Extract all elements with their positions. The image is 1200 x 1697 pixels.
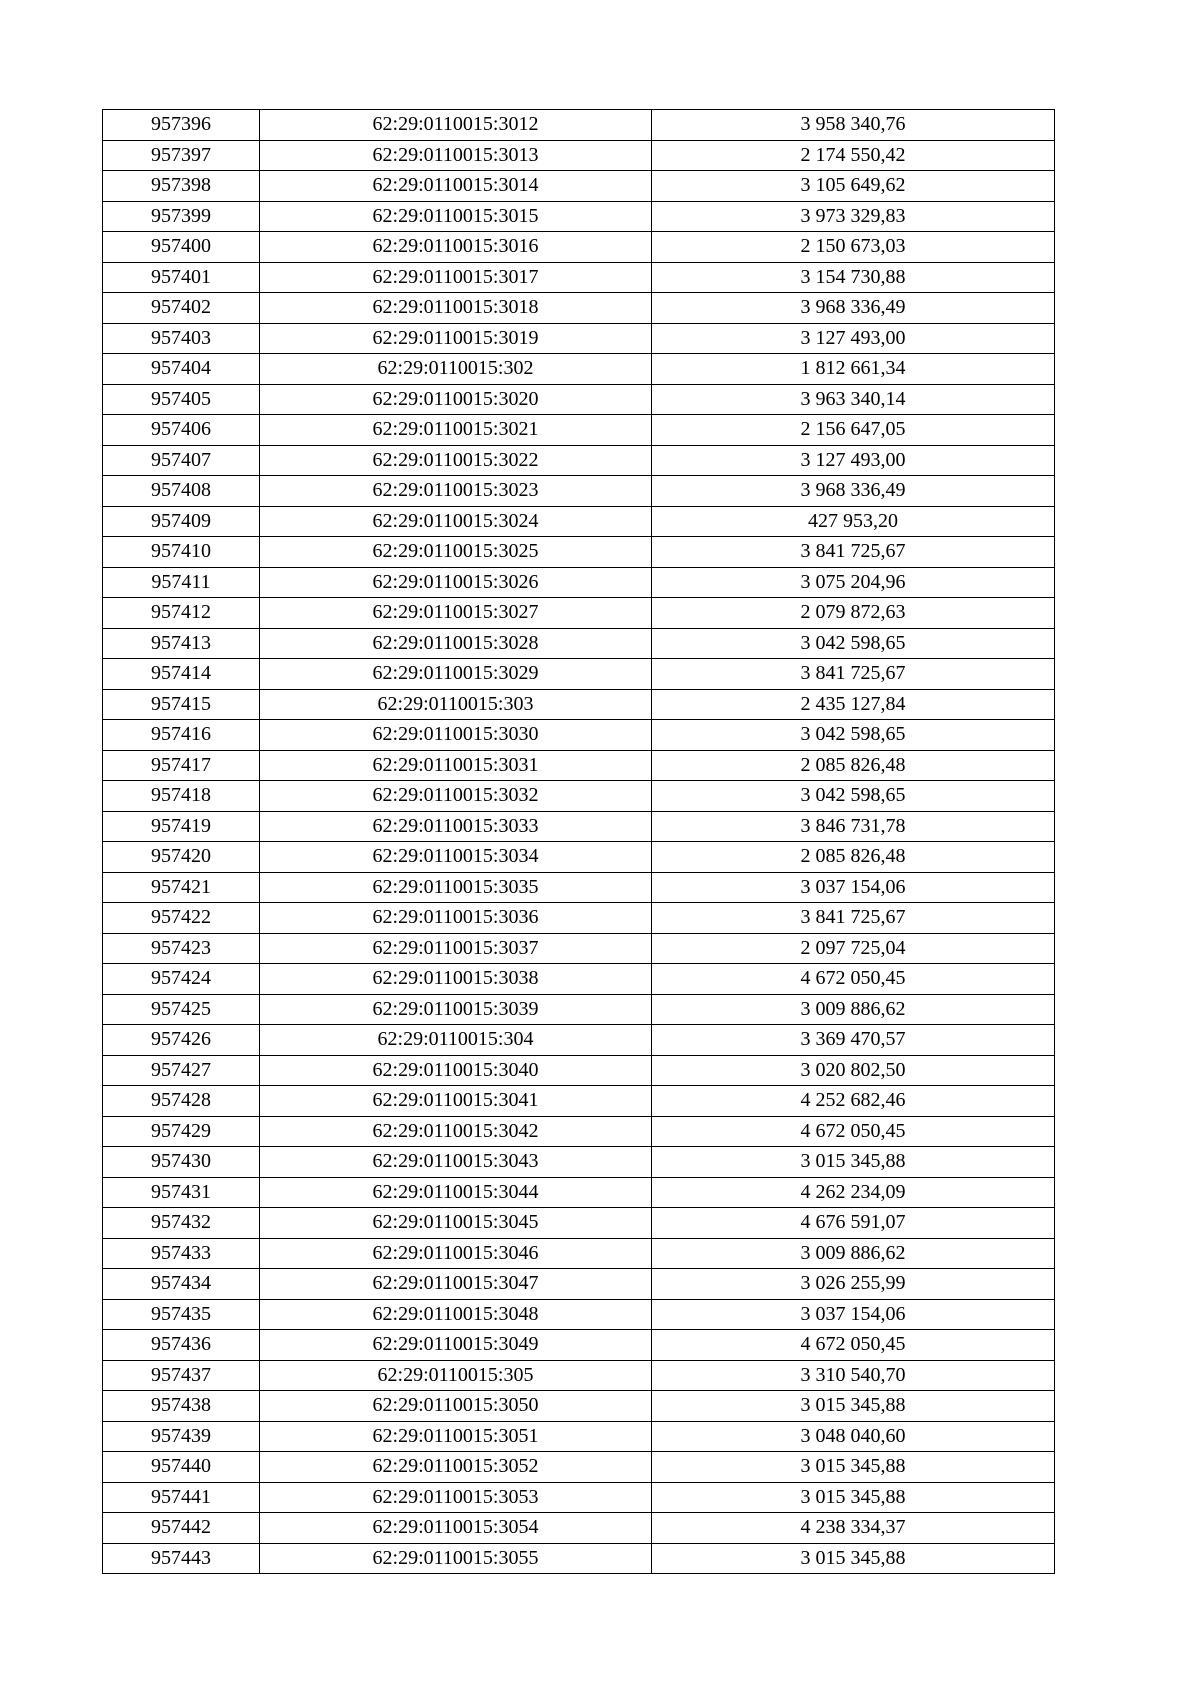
table-row: [103, 659, 1055, 690]
row-number-cell: 957430: [103, 1147, 260, 1178]
cadastral-value-cell: 3 075 204,96: [652, 567, 1055, 598]
row-number-cell: 957421: [103, 872, 260, 903]
table-row: [103, 1299, 1055, 1330]
table-row: [103, 384, 1055, 415]
table-row: [103, 842, 1055, 873]
row-number-cell: 957443: [103, 1543, 260, 1574]
table-row: [103, 1116, 1055, 1147]
cadastral-value-cell: 3 958 340,76: [652, 110, 1055, 141]
row-number-cell: 957429: [103, 1116, 260, 1147]
cadastral-value-cell: 3 154 730,88: [652, 262, 1055, 293]
cadastral-value-cell: 3 846 731,78: [652, 811, 1055, 842]
cadastral-number-cell: 62:29:0110015:3029: [260, 659, 652, 690]
table-row: [103, 781, 1055, 812]
cadastral-number-cell: 62:29:0110015:3053: [260, 1482, 652, 1513]
cadastral-value-cell: 4 262 234,09: [652, 1177, 1055, 1208]
row-number-cell: 957427: [103, 1055, 260, 1086]
table-row: [103, 354, 1055, 385]
cadastral-value-cell: 3 009 886,62: [652, 994, 1055, 1025]
row-number-cell: 957419: [103, 811, 260, 842]
row-number-cell: 957420: [103, 842, 260, 873]
row-number-cell: 957413: [103, 628, 260, 659]
row-number-cell: 957433: [103, 1238, 260, 1269]
cadastral-value-cell: 3 042 598,65: [652, 628, 1055, 659]
cadastral-value-cell: 3 841 725,67: [652, 659, 1055, 690]
table-row: [103, 445, 1055, 476]
row-number-cell: 957411: [103, 567, 260, 598]
cadastral-number-cell: 62:29:0110015:3027: [260, 598, 652, 629]
cadastral-value-cell: 427 953,20: [652, 506, 1055, 537]
row-number-cell: 957422: [103, 903, 260, 934]
row-number-cell: 957428: [103, 1086, 260, 1117]
cadastral-number-cell: 62:29:0110015:304: [260, 1025, 652, 1056]
table-row: [103, 1543, 1055, 1574]
cadastral-number-cell: 62:29:0110015:3018: [260, 293, 652, 324]
row-number-cell: 957423: [103, 933, 260, 964]
cadastral-value-cell: 3 026 255,99: [652, 1269, 1055, 1300]
cadastral-value-cell: 4 252 682,46: [652, 1086, 1055, 1117]
table-row: [103, 1177, 1055, 1208]
cadastral-number-cell: 62:29:0110015:3014: [260, 171, 652, 202]
table-row: [103, 1269, 1055, 1300]
cadastral-value-cell: 3 105 649,62: [652, 171, 1055, 202]
cadastral-number-cell: 62:29:0110015:3046: [260, 1238, 652, 1269]
cadastral-value-cell: 3 369 470,57: [652, 1025, 1055, 1056]
cadastral-number-cell: 62:29:0110015:3033: [260, 811, 652, 842]
table-row: [103, 1421, 1055, 1452]
cadastral-value-cell: 3 048 040,60: [652, 1421, 1055, 1452]
cadastral-number-cell: 62:29:0110015:3019: [260, 323, 652, 354]
cadastral-value-cell: 3 037 154,06: [652, 1299, 1055, 1330]
row-number-cell: 957434: [103, 1269, 260, 1300]
cadastral-number-cell: 62:29:0110015:302: [260, 354, 652, 385]
table-row: [103, 262, 1055, 293]
cadastral-value-cell: 4 672 050,45: [652, 964, 1055, 995]
cadastral-number-cell: 62:29:0110015:3037: [260, 933, 652, 964]
cadastral-value-cell: 2 085 826,48: [652, 842, 1055, 873]
table-row: [103, 598, 1055, 629]
cadastral-number-cell: 62:29:0110015:3048: [260, 1299, 652, 1330]
cadastral-value-cell: 2 156 647,05: [652, 415, 1055, 446]
row-number-cell: 957424: [103, 964, 260, 995]
cadastral-number-cell: 62:29:0110015:3040: [260, 1055, 652, 1086]
cadastral-number-cell: 62:29:0110015:3032: [260, 781, 652, 812]
table-row: [103, 1147, 1055, 1178]
row-number-cell: 957406: [103, 415, 260, 446]
row-number-cell: 957440: [103, 1452, 260, 1483]
cadastral-number-cell: 62:29:0110015:3012: [260, 110, 652, 141]
cadastral-value-cell: 1 812 661,34: [652, 354, 1055, 385]
cadastral-value-cell: 3 127 493,00: [652, 445, 1055, 476]
cadastral-number-cell: 62:29:0110015:3038: [260, 964, 652, 995]
row-number-cell: 957439: [103, 1421, 260, 1452]
table-row: [103, 567, 1055, 598]
row-number-cell: 957414: [103, 659, 260, 690]
cadastral-value-cell: 2 097 725,04: [652, 933, 1055, 964]
cadastral-value-cell: 3 310 540,70: [652, 1360, 1055, 1391]
cadastral-number-cell: 62:29:0110015:3051: [260, 1421, 652, 1452]
row-number-cell: 957405: [103, 384, 260, 415]
cadastral-value-cell: 3 968 336,49: [652, 476, 1055, 507]
table-row: [103, 140, 1055, 171]
cadastral-number-cell: 62:29:0110015:3047: [260, 1269, 652, 1300]
cadastral-number-cell: 62:29:0110015:3026: [260, 567, 652, 598]
row-number-cell: 957403: [103, 323, 260, 354]
row-number-cell: 957442: [103, 1513, 260, 1544]
table-row: [103, 171, 1055, 202]
table-row: [103, 506, 1055, 537]
cadastral-number-cell: 62:29:0110015:3017: [260, 262, 652, 293]
cadastral-number-cell: 62:29:0110015:3023: [260, 476, 652, 507]
table-row: [103, 1086, 1055, 1117]
row-number-cell: 957409: [103, 506, 260, 537]
row-number-cell: 957400: [103, 232, 260, 263]
table-row: [103, 872, 1055, 903]
table-row: [103, 1025, 1055, 1056]
cadastral-value-cell: 3 015 345,88: [652, 1391, 1055, 1422]
row-number-cell: 957438: [103, 1391, 260, 1422]
cadastral-number-cell: 62:29:0110015:3024: [260, 506, 652, 537]
row-number-cell: 957398: [103, 171, 260, 202]
cadastral-value-cell: 2 174 550,42: [652, 140, 1055, 171]
cadastral-value-cell: 3 968 336,49: [652, 293, 1055, 324]
cadastral-number-cell: 62:29:0110015:3049: [260, 1330, 652, 1361]
table-row: [103, 537, 1055, 568]
cadastral-number-cell: 62:29:0110015:3022: [260, 445, 652, 476]
cadastral-value-cell: 3 020 802,50: [652, 1055, 1055, 1086]
row-number-cell: 957426: [103, 1025, 260, 1056]
cadastral-value-cell: 3 009 886,62: [652, 1238, 1055, 1269]
cadastral-number-cell: 62:29:0110015:3015: [260, 201, 652, 232]
cadastral-value-cell: 3 127 493,00: [652, 323, 1055, 354]
row-number-cell: 957437: [103, 1360, 260, 1391]
row-number-cell: 957435: [103, 1299, 260, 1330]
row-number-cell: 957415: [103, 689, 260, 720]
cadastral-value-cell: 4 672 050,45: [652, 1116, 1055, 1147]
table-row: [103, 110, 1055, 141]
row-number-cell: 957417: [103, 750, 260, 781]
table-row: [103, 1482, 1055, 1513]
table-row: [103, 720, 1055, 751]
cadastral-value-cell: 2 079 872,63: [652, 598, 1055, 629]
row-number-cell: 957416: [103, 720, 260, 751]
table-row: [103, 1391, 1055, 1422]
table-row: [103, 293, 1055, 324]
cadastral-value-cell: 3 037 154,06: [652, 872, 1055, 903]
cadastral-number-cell: 62:29:0110015:3050: [260, 1391, 652, 1422]
row-number-cell: 957408: [103, 476, 260, 507]
table-row: [103, 1208, 1055, 1239]
cadastral-number-cell: 62:29:0110015:3035: [260, 872, 652, 903]
row-number-cell: 957404: [103, 354, 260, 385]
row-number-cell: 957432: [103, 1208, 260, 1239]
cadastral-value-cell: 2 150 673,03: [652, 232, 1055, 263]
table-row: [103, 1238, 1055, 1269]
cadastral-value-cell: 4 672 050,45: [652, 1330, 1055, 1361]
cadastral-value-cell: 3 015 345,88: [652, 1543, 1055, 1574]
row-number-cell: 957412: [103, 598, 260, 629]
table-row: [103, 750, 1055, 781]
cadastral-number-cell: 62:29:0110015:3016: [260, 232, 652, 263]
cadastral-value-cell: 3 015 345,88: [652, 1147, 1055, 1178]
table-row: [103, 415, 1055, 446]
row-number-cell: 957431: [103, 1177, 260, 1208]
cadastral-value-cell: 3 973 329,83: [652, 201, 1055, 232]
cadastral-number-cell: 62:29:0110015:3020: [260, 384, 652, 415]
row-number-cell: 957436: [103, 1330, 260, 1361]
row-number-cell: 957407: [103, 445, 260, 476]
cadastral-number-cell: 62:29:0110015:3041: [260, 1086, 652, 1117]
row-number-cell: 957418: [103, 781, 260, 812]
row-number-cell: 957441: [103, 1482, 260, 1513]
table-row: [103, 232, 1055, 263]
cadastral-number-cell: 62:29:0110015:3021: [260, 415, 652, 446]
cadastral-number-cell: 62:29:0110015:3045: [260, 1208, 652, 1239]
table-row: [103, 476, 1055, 507]
row-number-cell: 957399: [103, 201, 260, 232]
cadastral-number-cell: 62:29:0110015:3054: [260, 1513, 652, 1544]
table-row: [103, 323, 1055, 354]
cadastral-number-cell: 62:29:0110015:3028: [260, 628, 652, 659]
cadastral-number-cell: 62:29:0110015:3013: [260, 140, 652, 171]
cadastral-value-cell: 3 015 345,88: [652, 1452, 1055, 1483]
table-row: [103, 903, 1055, 934]
cadastral-number-cell: 62:29:0110015:3030: [260, 720, 652, 751]
row-number-cell: 957397: [103, 140, 260, 171]
table-row: [103, 964, 1055, 995]
table-row: [103, 1360, 1055, 1391]
cadastral-number-cell: 62:29:0110015:305: [260, 1360, 652, 1391]
table-row: [103, 933, 1055, 964]
cadastral-number-cell: 62:29:0110015:3042: [260, 1116, 652, 1147]
table-row: [103, 628, 1055, 659]
table-row: [103, 1330, 1055, 1361]
cadastral-number-cell: 62:29:0110015:3039: [260, 994, 652, 1025]
row-number-cell: 957396: [103, 110, 260, 141]
cadastral-value-table: [102, 109, 1055, 1574]
cadastral-value-cell: 2 085 826,48: [652, 750, 1055, 781]
cadastral-number-cell: 62:29:0110015:3031: [260, 750, 652, 781]
cadastral-value-cell: 4 238 334,37: [652, 1513, 1055, 1544]
cadastral-number-cell: 62:29:0110015:3036: [260, 903, 652, 934]
table-row: [103, 1452, 1055, 1483]
cadastral-number-cell: 62:29:0110015:3052: [260, 1452, 652, 1483]
cadastral-value-cell: 3 042 598,65: [652, 781, 1055, 812]
cadastral-number-cell: 62:29:0110015:3055: [260, 1543, 652, 1574]
table-row: [103, 201, 1055, 232]
table-body: [103, 110, 1055, 1574]
cadastral-value-cell: 3 042 598,65: [652, 720, 1055, 751]
cadastral-value-cell: 4 676 591,07: [652, 1208, 1055, 1239]
row-number-cell: 957410: [103, 537, 260, 568]
table-row: [103, 994, 1055, 1025]
cadastral-number-cell: 62:29:0110015:3043: [260, 1147, 652, 1178]
cadastral-number-cell: 62:29:0110015:3034: [260, 842, 652, 873]
cadastral-number-cell: 62:29:0110015:3044: [260, 1177, 652, 1208]
table-row: [103, 689, 1055, 720]
table-row: [103, 811, 1055, 842]
cadastral-value-cell: 3 841 725,67: [652, 903, 1055, 934]
cadastral-value-cell: 3 841 725,67: [652, 537, 1055, 568]
cadastral-value-cell: 3 963 340,14: [652, 384, 1055, 415]
cadastral-value-cell: 3 015 345,88: [652, 1482, 1055, 1513]
row-number-cell: 957425: [103, 994, 260, 1025]
cadastral-number-cell: 62:29:0110015:303: [260, 689, 652, 720]
cadastral-number-cell: 62:29:0110015:3025: [260, 537, 652, 568]
table-row: [103, 1513, 1055, 1544]
row-number-cell: 957401: [103, 262, 260, 293]
cadastral-value-cell: 2 435 127,84: [652, 689, 1055, 720]
row-number-cell: 957402: [103, 293, 260, 324]
table-row: [103, 1055, 1055, 1086]
